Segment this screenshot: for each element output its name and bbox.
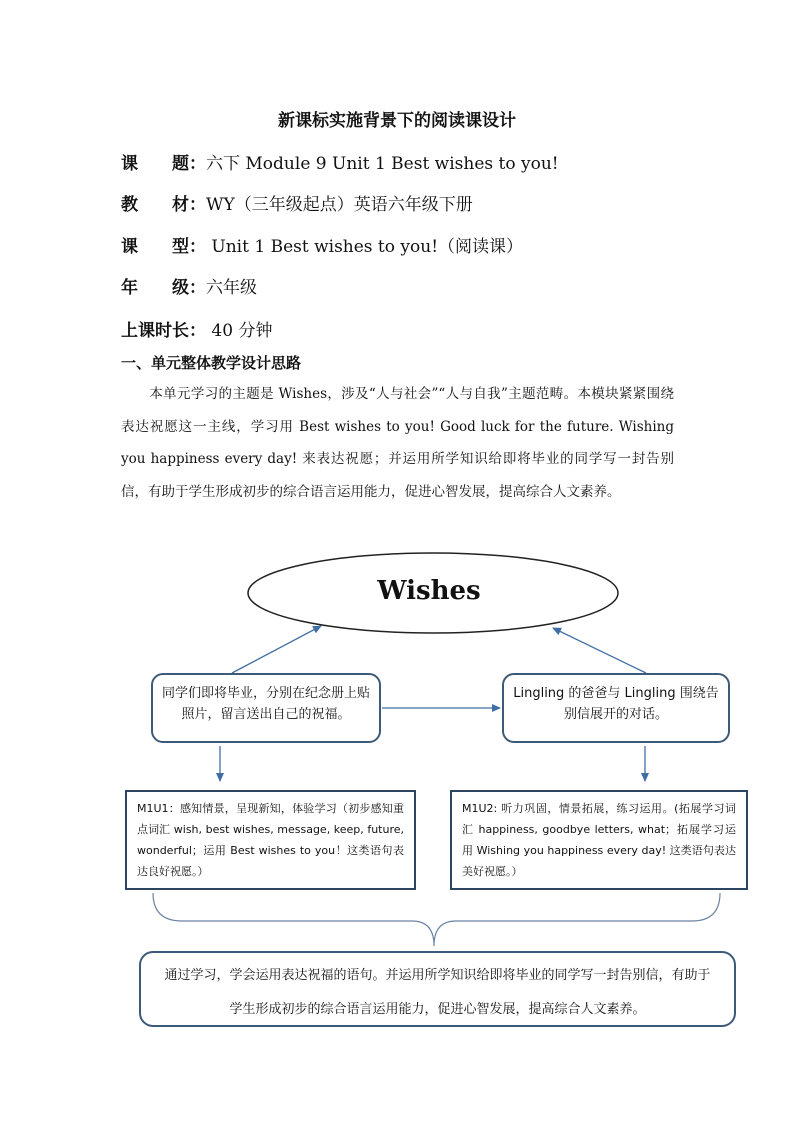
wishes-diagram xyxy=(0,548,794,1048)
brace-connector xyxy=(153,893,720,946)
meta-label: 课 题： xyxy=(121,154,206,174)
document-title: 新课标实施背景下的阅读课设计 xyxy=(278,111,516,131)
arrow-left-to-oval xyxy=(232,626,321,673)
meta-label: 课 型： xyxy=(121,237,206,257)
meta-value: 六年级 xyxy=(206,278,257,298)
meta-label: 上课时长： xyxy=(121,321,206,341)
right-context-box: Lingling 的爸爸与 Lingling 围绕告别信展开的对话。 xyxy=(502,673,730,743)
m1u2-box: M1U2: 听力巩固，情景拓展，练习运用。(拓展学习词汇 happiness, goodbye letters, what；拓展学习运用 Wishing you happiness every day! 这类语句表达美好祝愿。） xyxy=(450,790,748,890)
meta-row-grade xyxy=(121,273,257,298)
meta-row-topic xyxy=(121,149,559,174)
meta-row-duration xyxy=(121,316,272,341)
left-context-box: 同学们即将毕业，分别在纪念册上贴照片，留言送出自己的祝福。 xyxy=(151,673,381,743)
meta-row-textbook xyxy=(121,190,473,215)
meta-value: Unit 1 Best wishes to you!（阅读课） xyxy=(206,237,524,257)
meta-value: WY（三年级起点）英语六年级下册 xyxy=(206,195,473,215)
center-oval-label: Wishes xyxy=(377,576,481,606)
m1u1-box: M1U1：感知情景，呈现新知，体验学习（初步感知重点词汇 wish, best wishes, message, keep, future, wonderful；运用 Best wishes to you！这类语句表达良好祝愿。） xyxy=(125,790,416,890)
body-paragraph xyxy=(121,378,674,508)
meta-label: 年 级： xyxy=(121,278,206,298)
meta-row-type xyxy=(121,232,523,257)
meta-label: 教 材： xyxy=(121,195,206,215)
summary-box: 通过学习，学会运用表达祝福的语句。并运用所学知识给即将毕业的同学写一封告别信，有助于学生形成初步的综合语言运用能力，促进心智发展，提高综合人文素养。 xyxy=(139,951,736,1027)
paragraph-text: 本单元学习的主题是 Wishes，涉及“人与社会”“人与自我”主题范畴。本模块紧紧围绕表达祝愿这一主线，学习用 Best wishes to you! Good luck for the future. Wishing you happiness every day! 来表达祝愿；并运用所学知识给即将毕业的同学写一封告别信，有助于学生形成初步的综合语言运用能力，促进心智发展，提高综合人文素养。 xyxy=(121,386,674,500)
arrow-right-to-oval xyxy=(553,628,646,673)
meta-value: 六下 Module 9 Unit 1 Best wishes to you! xyxy=(206,154,559,174)
meta-value: 40 分钟 xyxy=(206,321,273,341)
section-heading: 一、单元整体教学设计思路 xyxy=(121,354,302,372)
